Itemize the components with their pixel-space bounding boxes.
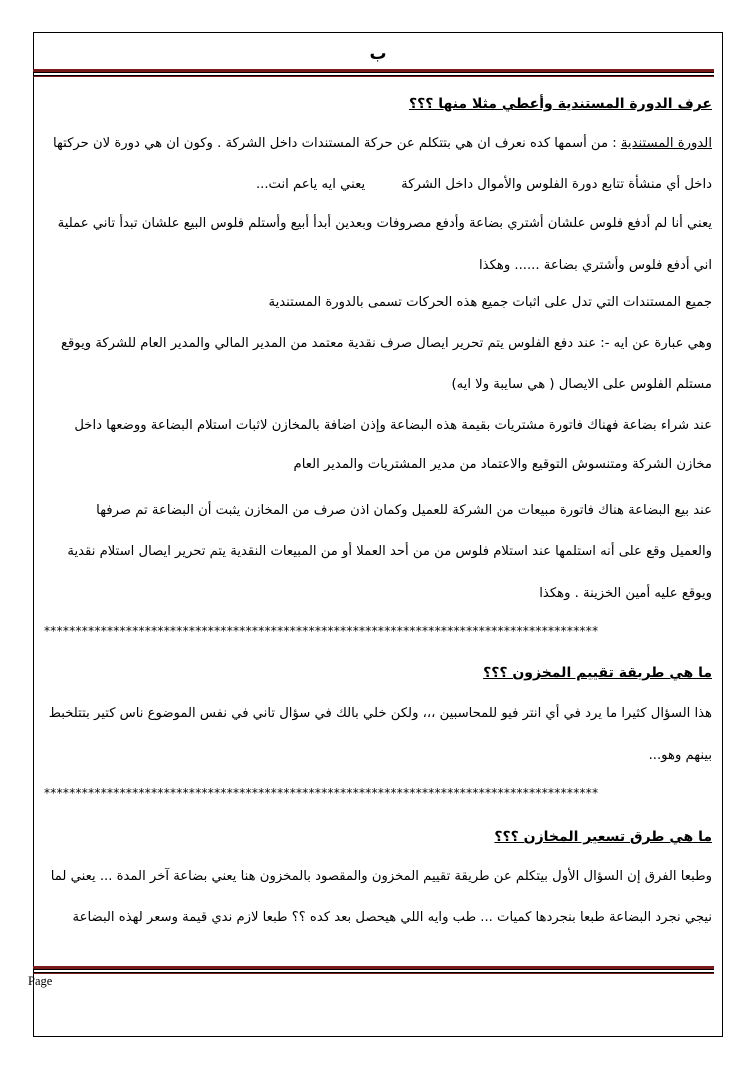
paragraph-line: ويوقع عليه أمين الخزينة . وهكذا <box>539 586 712 601</box>
paragraph-line: مستلم الفلوس على الايصال ( هي سايبة ولا ايه) <box>451 377 712 392</box>
separator-stars: **************************************************************************************** <box>44 786 599 800</box>
paragraph-line <box>53 136 712 151</box>
paragraph-line: مخازن الشركة ومتنسوش التوقيع والاعتماد من مدير المشتريات والمدير العام <box>293 457 712 472</box>
section-title-inventory-valuation: ما هي طريقة تقييم المخزون ؟؟؟ <box>483 665 712 681</box>
footer-rule <box>33 966 714 970</box>
header-rule-thin <box>33 75 714 77</box>
term-documentary-cycle: الدورة المستندية <box>620 136 712 151</box>
paragraph-line: يعني أنا لم أدفع فلوس علشان أشتري بضاعة وأدفع مصروفات وبعدين أبدأ أبيع وأستلم فلوس البيع علشان تبدأ تاني عملية <box>57 216 712 231</box>
paragraph-text: داخل أي منشأة تتابع دورة الفلوس والأموال داخل الشركة <box>401 177 712 192</box>
page-header-letter: ب <box>369 44 387 64</box>
paragraph-line: بينهم وهو... <box>648 748 712 763</box>
page-footer-label: Page <box>28 974 53 988</box>
paragraph-line: جميع المستندات التي تدل على اثبات جميع هذه الحركات تسمى بالدورة المستندية <box>268 295 712 310</box>
paragraph-text: يعني ايه ياعم انت... <box>255 177 366 192</box>
header-rule <box>33 69 714 73</box>
separator-stars: **************************************************************************************** <box>44 624 599 638</box>
section-title-inventory-pricing: ما هي طرق تسعير المخازن ؟؟؟ <box>494 829 712 845</box>
paragraph-line: نيجي نجرد البضاعة طبعا بنجردها كميات ... طب وايه اللي هيحصل بعد كده ؟؟ طبعا لازم ندي قيمة وسعر لهذه البضاعة <box>72 910 712 925</box>
paragraph-line: عند شراء بضاعة فهناك فاتورة مشتريات بقيمة هذه البضاعة وإذن اضافة بالمخازن لاثبات استلام البضاعة ووضعها داخل <box>74 418 712 433</box>
paragraph-line: اني أدفع فلوس وأشتري بضاعة ...... وهكذا <box>479 258 712 273</box>
paragraph-line <box>256 177 712 192</box>
paragraph-text: : من أسمها كده نعرف ان هي بتتكلم عن حركة المستندات داخل الشركة . وكون ان هي دورة لان حركتها <box>53 136 621 151</box>
paragraph-line: وهي عبارة عن ايه -: عند دفع الفلوس يتم تحرير ايصال صرف نقدية معتمد من المدير المالي والمدير العام للشركة ويوقع <box>60 336 712 351</box>
paragraph-line: والعميل وقع على أنه استلمها عند استلام فلوس من من أحد العملا أو من المبيعات النقدية يتم تحرير ايصال استلام نقدية <box>67 544 712 559</box>
footer-rule-thin <box>33 972 714 974</box>
section-title-documentary-cycle: عرف الدورة المستندية وأعطي مثلا منها ؟؟؟ <box>408 96 712 112</box>
paragraph-line: هذا السؤال كثيرا ما يرد في أي انتر فيو للمحاسبين ،،، ولكن خلي بالك في سؤال تاني في نفس الموضوع ناس كتير بتتلخبط <box>48 706 712 721</box>
paragraph-line: عند بيع البضاعة هناك فاتورة مبيعات من الشركة للعميل وكمان اذن صرف من المخازن يثبت أن البضاعة تم صرفها <box>96 503 712 518</box>
paragraph-line: وطبعا الفرق إن السؤال الأول بيتكلم عن طريقة تقييم المخزون والمقصود بالمخزون هنا يعني بضاعة آخر المدة ... يعني لما <box>50 869 712 884</box>
